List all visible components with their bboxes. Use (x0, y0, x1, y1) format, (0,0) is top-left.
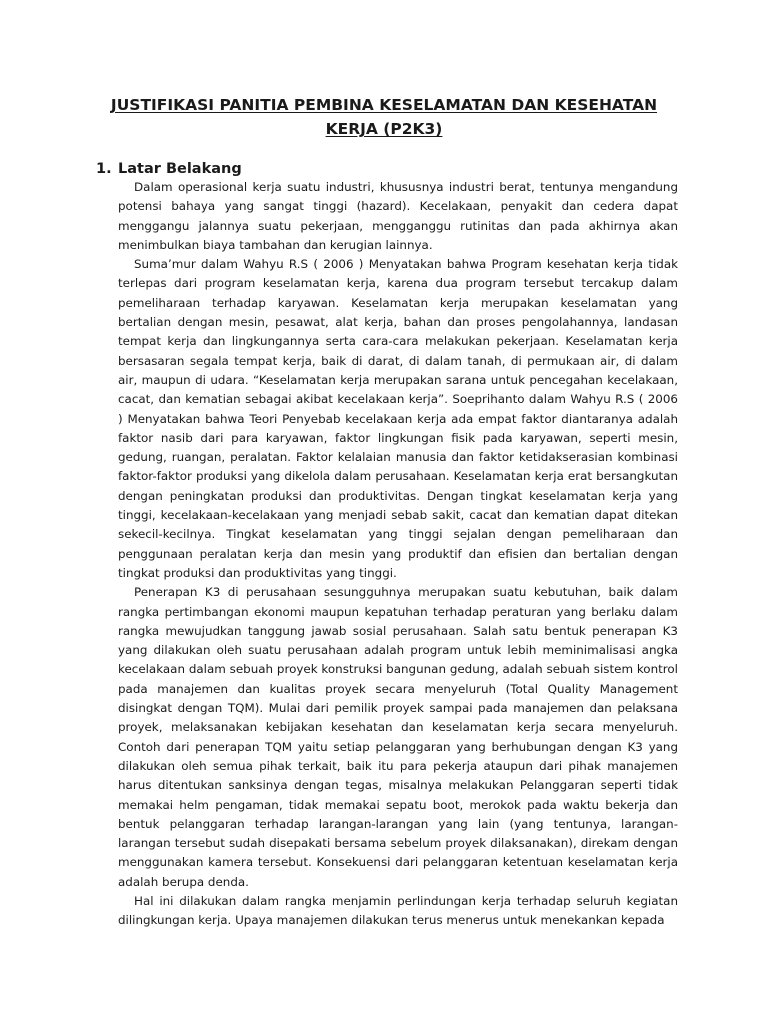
paragraph: Hal ini dilakukan dalam rangka menjamin perlindungan kerja terhadap seluruh kegiatan dilingkungan kerja. Upaya manajemen dilakukan terus menerus untuk menekankan kepada (118, 893, 678, 928)
section-number: 1. (96, 161, 112, 177)
section-heading (96, 158, 242, 180)
document-title: JUSTIFIKASI PANITIA PEMBINA KESELAMATAN DAN KESEHATAN KERJA (P2K3) (110, 96, 658, 138)
body-text (118, 178, 678, 931)
paragraph: Suma’mur dalam Wahyu R.S ( 2006 ) Menyatakan bahwa Program kesehatan kerja tidak terlepas dari program keselamatan kerja, karena dua program tersebut tercakup dalam pemeliharaan terhadap karyawan. Keselamatan kerja merupakan keselamatan yang bertalian dengan mesin, pesawat, alat kerja, bahan dan proses pengolahannya, landasan tempat kerja dan lingkungannya serta cara-cara melakukan pekerjaan. Keselamatan kerja bersasaran segala tempat kerja, baik di darat, di dalam tanah, di permukaan air, di dalam air, maupun di udara. “Keselamatan kerja merupakan sarana untuk pencegahan kecelakaan, cacat, dan kematian sebagai akibat kecelakaan kerja”. Soeprihanto dalam Wahyu R.S ( 2006 ) Menyatakan bahwa Teori Penyebab kecelakaan kerja ada empat faktor diantaranya adalah faktor nasib dari para karyawan, faktor lingkungan fisik pada karyawan, seperti mesin, gedung, ruangan, peralatan. Faktor kelalaian manusia dan faktor ketidakserasian kombinasi faktor-faktor produksi yang dikelola dalam perusahaan. Keselamatan kerja erat bersangkutan dengan peningkatan produksi dan produktivitas. Dengan tingkat keselamatan kerja yang tinggi, kecelakaan-kecelakaan yang menjadi sebab sakit, cacat dan kematian dapat ditekan sekecil-kecilnya. Tingkat keselamatan yang tinggi sejalan dengan pemeliharaan dan penggunaan peralatan kerja dan mesin yang produktif dan efisien dan bertalian dengan tingkat produksi dan produktivitas yang tinggi. (118, 257, 678, 580)
paragraph: Dalam operasional kerja suatu industri, khususnya industri berat, tentunya mengandung potensi bahaya yang sangat tinggi (hazard). Kecelakaan, penyakit dan cedera dapat menggangu jalannya suatu pekerjaan, mengganggu rutinitas dan pada akhirnya akan menimbulkan biaya tambahan dan kerugian lainnya. (118, 180, 678, 252)
paragraph: Penerapan K3 di perusahaan sesungguhnya merupakan suatu kebutuhan, baik dalam rangka pertimbangan ekonomi maupun kepatuhan terhadap peraturan yang berlaku dalam rangka mewujudkan tanggung jawab sosial perusahaan. Salah satu bentuk penerapan K3 yang dilakukan oleh suatu perusahaan adalah program untuk lebih meminimalisasi angka kecelakaan dalam sebuah proyek konstruksi bangunan gedung, adalah sebuah sistem kontrol pada manajemen dan kualitas proyek secara menyeluruh (Total Quality Management disingkat dengan TQM). Mulai dari pemilik proyek sampai pada manajemen dan pelaksana proyek, melaksanakan kebijakan kesehatan dan keselamatan kerja secara menyeluruh. Contoh dari penerapan TQM yaitu setiap pelanggaran yang berhubungan dengan K3 yang dilakukan oleh semua pihak terkait, baik itu para pekerja ataupun dari pihak manajemen harus ditentukan sanksinya dengan tegas, misalnya melakukan Pelanggaran seperti tidak memakai helm pengaman, tidak memakai sepatu boot, merokok pada waktu bekerja dan bentuk pelanggaran terhadap larangan-larangan yang lain (yang tentunya, larangan-larangan tersebut sudah disepakati bersama sebelum proyek dilaksanakan), direkam dengan menggunakan kamera tersebut. Konsekuensi dari pelanggaran ketentuan keselamatan kerja adalah berupa denda. (118, 585, 678, 889)
section-heading-label: Latar Belakang (118, 161, 242, 177)
